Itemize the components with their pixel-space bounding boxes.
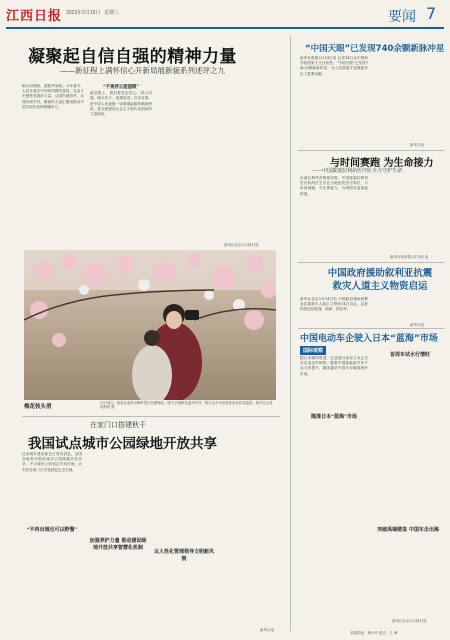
right1-column-2 — [374, 56, 442, 146]
right1-body: 新华社贵阳2月14日电 记者14日从中国科学院国家天文台获悉，“中国天眼”已发现740余颗新脉冲星，为人类探索宇宙奥秘作出了重要贡献。 — [300, 56, 368, 76]
lead-subheadline: ——新征程上满怀信心开新局展新貌系列述评之九 — [60, 66, 225, 75]
right4-credit: 新华社东京2月14日电 — [392, 619, 427, 623]
lead-column-2 — [90, 84, 152, 244]
lead-column-3 — [158, 84, 216, 244]
right4-headline[interactable]: 中国电动车企驶入日本“蓝海”市场 — [300, 334, 438, 344]
story2-subhead-3: 以人性化管理领导文明新风貌 — [154, 549, 215, 562]
photo-caption: 2月14日，游客在南昌市梅岭景区拍摄梅花。眼下正值梅花盛开时节，吸引众多市民游客前来赏花踏春。新华社记者 胡晨欢 摄 — [100, 401, 273, 410]
right2-body: 在塞拉利昂首都弗里敦，中国援塞拉利昂医疗队的医生们在当地医院坚守岗位，与时间赛跑，为生命接力，为两国友谊架起桥梁。 — [300, 176, 368, 196]
right4-column-2 — [374, 360, 442, 628]
page-number: 7 — [426, 4, 437, 23]
story2-subhead-1: “不再出城也可以野餐” — [26, 527, 78, 533]
story2-column-1 — [22, 452, 82, 632]
right3-body: 新华社北京2月14日电 中国政府援助叙利亚抗震救灾人道主义物资14日启运，这批物资包括帐篷、棉被、药品等。 — [300, 297, 368, 312]
lead-subhead: “不畏浮云遮望眼” — [103, 85, 139, 90]
right4-subhead-1: 瞄准日本“蓝海”市场 — [311, 414, 357, 420]
column-divider — [290, 36, 291, 631]
story2-body: 住房城乡建设部近日发布消息，全国各地有序推进城市公园绿地开放共享，不少城市公园划定开放区域，让市民在家门口享受绿色生态空间。 — [22, 452, 82, 472]
right3-column-1 — [300, 297, 368, 325]
right2-column-2 — [374, 176, 442, 256]
masthead — [0, 0, 450, 30]
story2-headline[interactable]: 我国试点城市公园绿地开放共享 — [28, 436, 217, 452]
right4-column-1 — [300, 356, 368, 628]
newspaper-logo: 江西日报 — [6, 9, 63, 24]
masthead-rule — [6, 27, 444, 29]
right1-column-1 — [300, 56, 368, 146]
story2-credit: 新华社电 — [260, 628, 274, 632]
right-divider-1 — [298, 150, 444, 151]
right-divider-3 — [298, 328, 444, 329]
right2-column-1 — [300, 176, 368, 256]
lead-body: 新征程上，我们要坚定信心、同心同德，埋头苦干、奋勇前进。自信自强，是中国人民战胜一切艰难险阻的精神密码，是全面建设社会主义现代化国家的力量源泉。 — [90, 91, 152, 117]
section-name: 要闻 — [388, 9, 416, 25]
photo-caption-label: 梅花枝头俏 — [24, 404, 52, 410]
right3-credit: 新华社电 — [410, 323, 424, 327]
right2-headline[interactable]: 与时间赛跑 为生命接力 — [330, 158, 434, 169]
right4-body: 据日本媒体报道，比亚迪日前在日本正式开启电动车销售。随着中国新能源汽车产品力的提升，越来越多中国车企瞄准海外市场。 — [300, 356, 368, 376]
international-watch-tag: 国际观察 — [300, 346, 326, 355]
right-divider-2 — [298, 262, 444, 263]
story2-subhead-2: 加强养护力量 推动建设绿地开放共享智慧化机制 — [89, 538, 147, 551]
right3-column-2 — [374, 297, 442, 325]
story2-column-4 — [220, 452, 280, 632]
right2-credit: 新华社弗里敦2月14日电 — [390, 255, 429, 259]
lead-column-1 — [22, 84, 84, 244]
right1-headline[interactable]: “中国天眼”已发现740余颗新脉冲星 — [305, 44, 445, 54]
section-divider — [22, 416, 280, 417]
lead-headline[interactable]: 凝聚起自信自强的精神力量 — [28, 47, 237, 67]
plum-blossom-photo — [24, 250, 276, 400]
story2-kicker: 在家门口搭建秋千 — [90, 421, 146, 429]
lead-opening: 明月何皎皎，照我罗床帏。今年春节，人们在欢庆中体味团圆的喜悦，在奋斗中感受发展的力量。从国内到国外，从城市到乡村，精神的力量汇聚成推动中国式现代化的磅礴伟力。 — [22, 84, 84, 109]
page-footer-editors: 本版责编 · 黄小玲 版式 · 王 峰 — [350, 631, 398, 635]
story2-column-3 — [154, 452, 214, 632]
right3-headline[interactable]: 中国政府援助叙利亚抗震救灾人道主义物资启运 — [327, 268, 433, 292]
right1-credit: 新华社电 — [410, 143, 424, 147]
right4-sidebar-heading: 首周车试水行情旺 — [390, 352, 431, 358]
issue-weekday: 星期三 — [104, 10, 120, 16]
photo-image — [24, 250, 276, 400]
right4-subhead-2: 突破高端壁垒 中国车企出海 — [377, 527, 439, 533]
lead-column-4 — [222, 84, 280, 244]
right2-subheadline: ——中国援塞拉利昂医疗队全力守护生命 — [312, 168, 403, 174]
lead-credit: 新华社北京2月14日电 — [224, 243, 259, 247]
issue-date: 2023年2月15日 — [66, 10, 101, 16]
